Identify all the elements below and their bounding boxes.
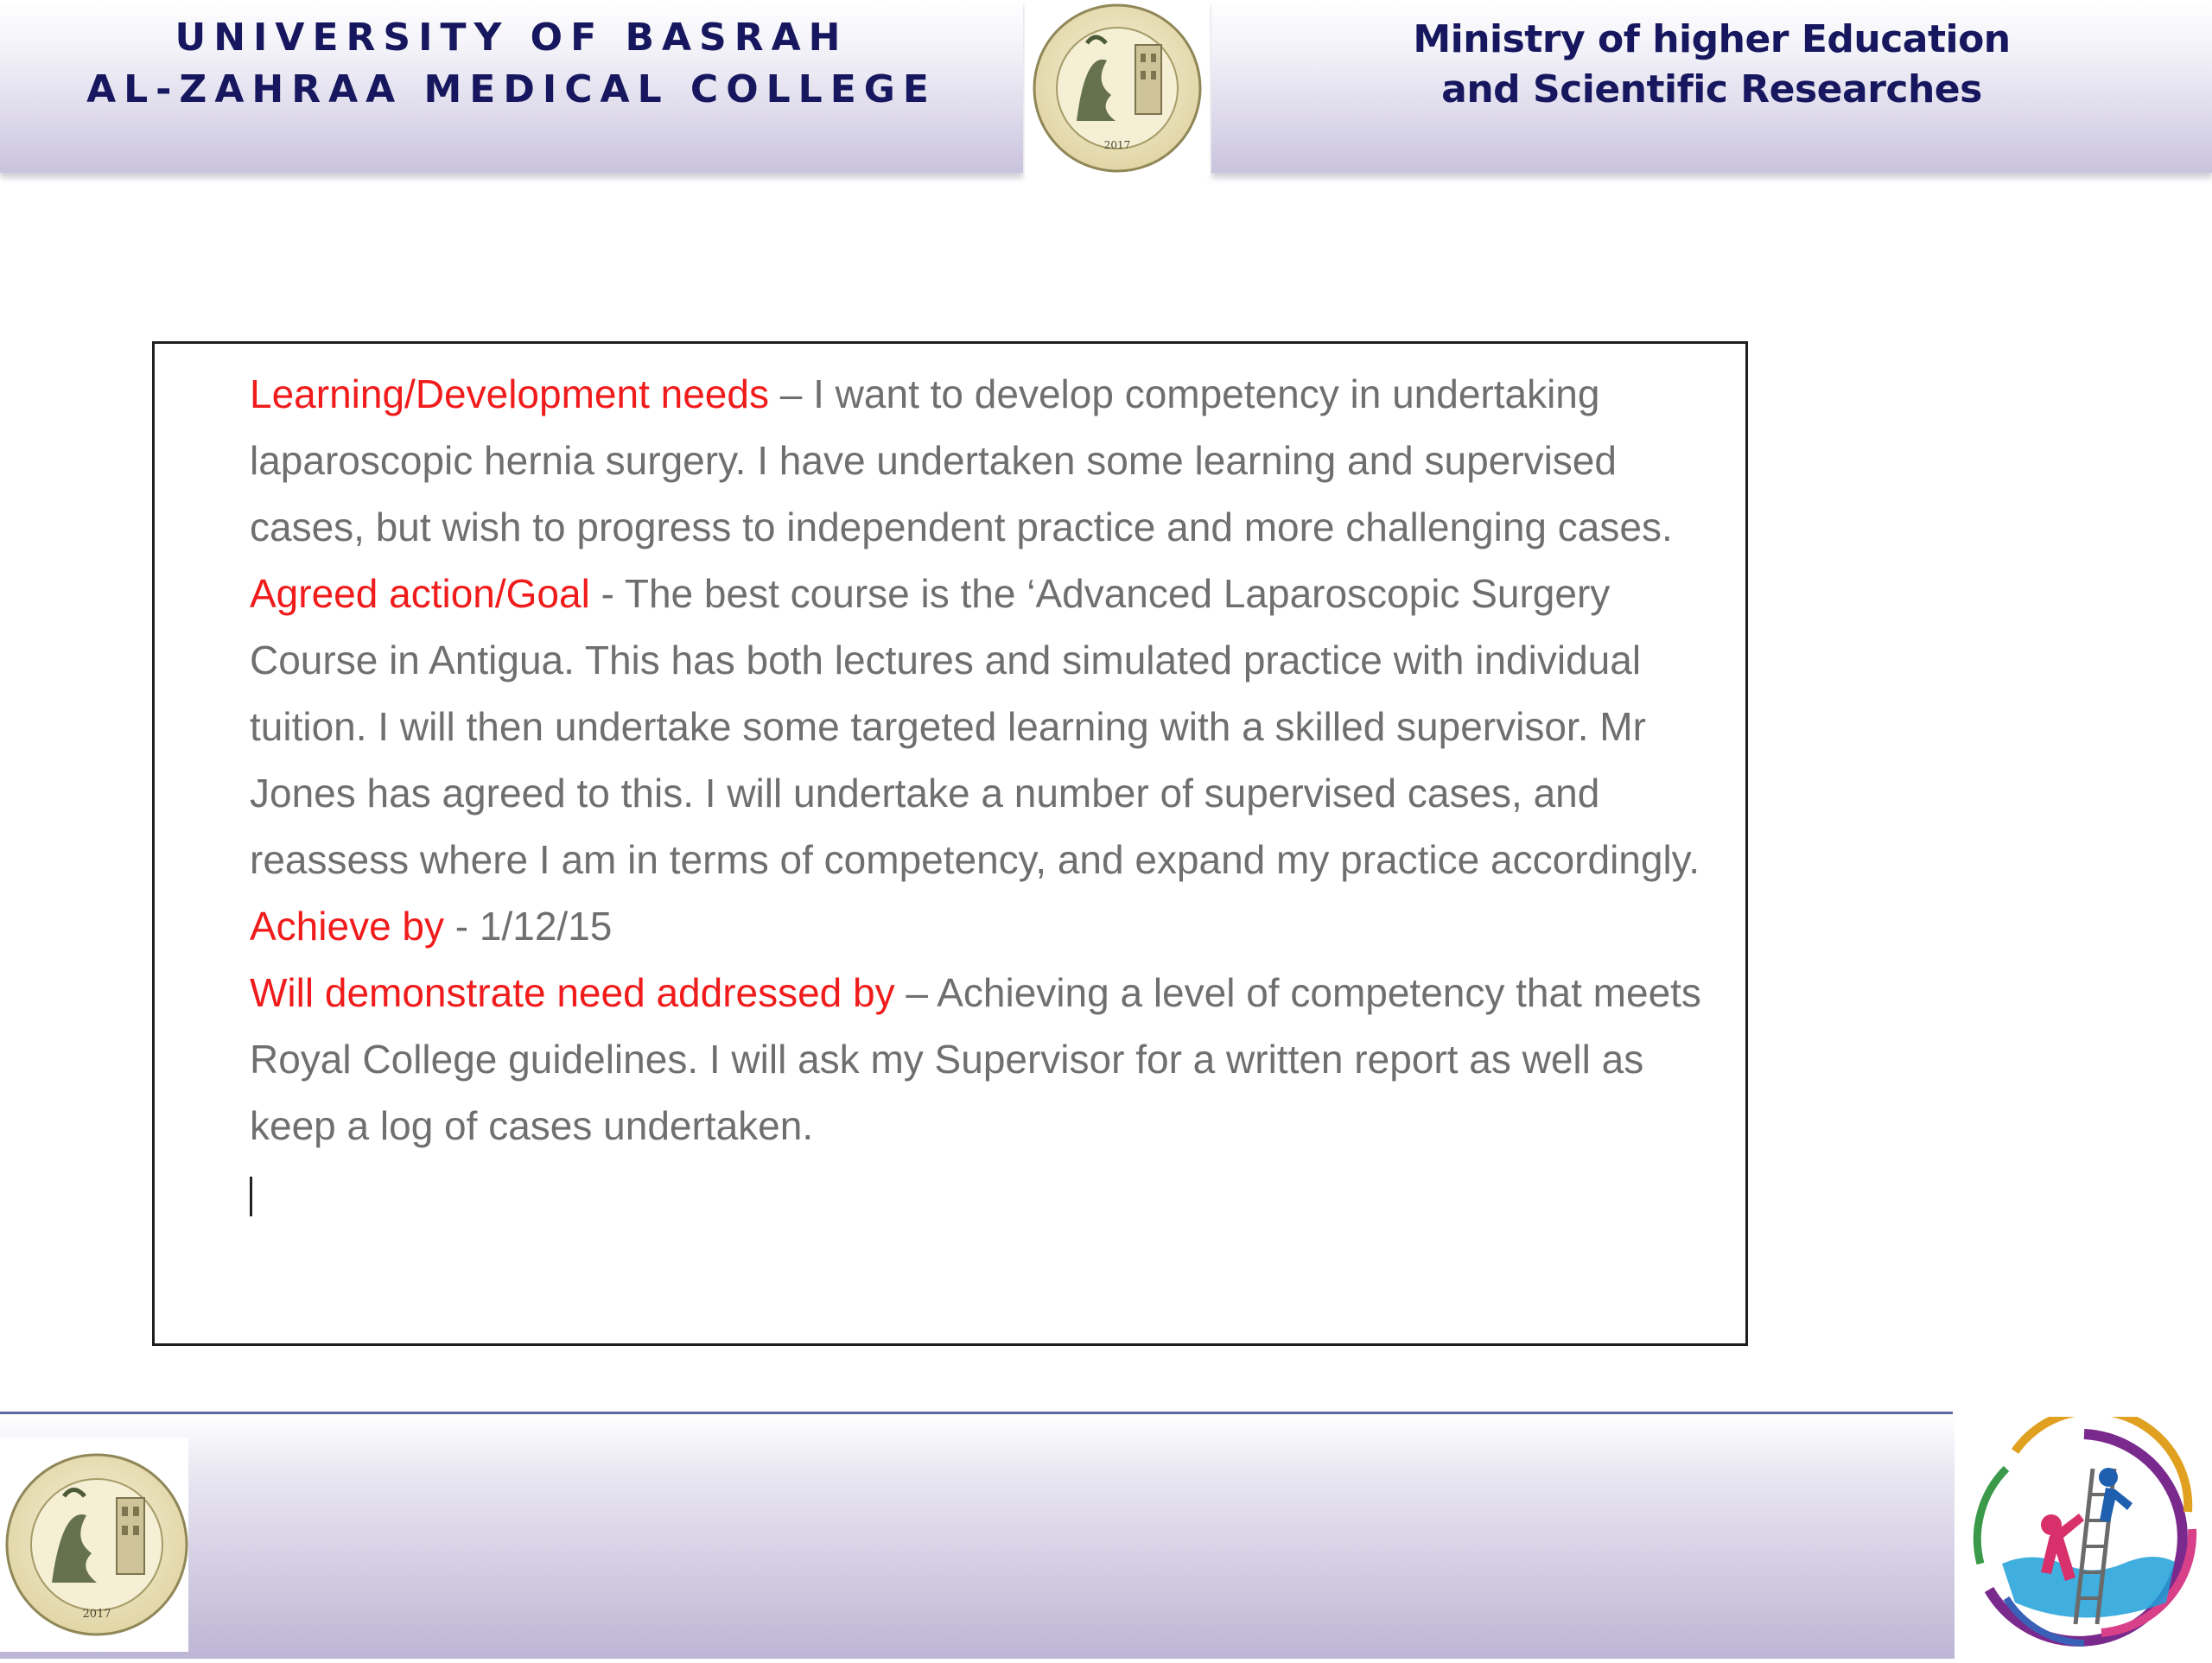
section-achieve-by [250, 893, 1736, 960]
section-text: I want to develop competency in undertaking laparoscopic hernia surgery. I have undertaken some learning and supervised cases, but wish to progress to independent practice and more challenging cases. [250, 371, 1673, 549]
section-label: Learning/Development needs [250, 371, 769, 416]
helping-climb-icon [1955, 1417, 2212, 1659]
mentoring-logo [1955, 1417, 2212, 1659]
section-separator: – [894, 970, 938, 1015]
college-name: AL-ZAHRAA MEDICAL COLLEGE [86, 67, 937, 111]
section-learning-needs [250, 361, 1736, 561]
footer-band [0, 1414, 2212, 1659]
development-plan-box [152, 341, 1748, 1346]
section-separator: - [589, 571, 625, 616]
section-text: 1/12/15 [479, 904, 613, 949]
text-cursor[interactable] [250, 1177, 252, 1216]
section-label: Agreed action/Goal [250, 571, 590, 616]
section-label: Achieve by [250, 904, 445, 949]
section-text: The best course is the ‘Advanced Laparoscopic Surgery Course in Antigua. This has both lectures and simulated practice with individual tuition. I will then undertake some targeted learning with a skilled supervisor. Mr Jones has agreed to this. I will undertake a number of supervised cases, and reassess where I am in terms of competency, and expand my practice accordingly. [250, 571, 1700, 882]
svg-text:2017: 2017 [82, 1608, 111, 1621]
section-demonstrate [250, 960, 1736, 1159]
ministry-title: Ministry of higher Education [1413, 17, 2011, 61]
section-text: Achieving a level of competency that meets Royal College guidelines. I will ask my Supervisor for a written report as well as keep a log of cases undertaken. [250, 970, 1701, 1148]
university-name: UNIVERSITY OF BASRAH [175, 16, 849, 60]
plan-text [250, 361, 1736, 1216]
seal-icon [1025, 0, 1210, 176]
college-seal-logo [1025, 0, 1210, 176]
footer-college-seal-logo [0, 1438, 188, 1652]
section-agreed-action [250, 561, 1736, 893]
section-label: Will demonstrate need addressed by [250, 970, 895, 1015]
section-separator: – [768, 371, 814, 416]
section-separator: - [444, 904, 480, 949]
svg-text:2017: 2017 [1103, 139, 1131, 151]
seal-icon [0, 1438, 188, 1652]
ministry-subtitle: and Scientific Researches [1441, 67, 1982, 111]
